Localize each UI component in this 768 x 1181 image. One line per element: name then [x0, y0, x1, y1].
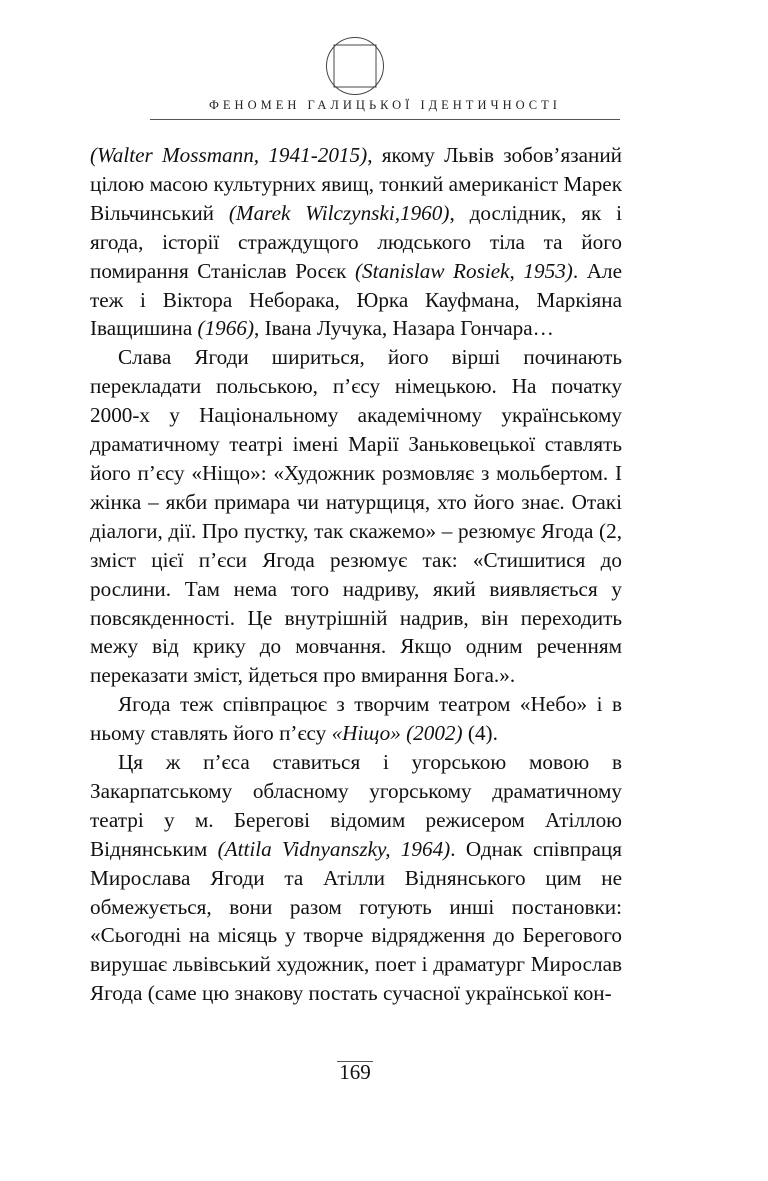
text-run: Ягода теж співпрацює з творчим театром «Небо» і в ньому ставлять його п’єсу	[90, 692, 622, 746]
page-number: 169	[339, 1060, 371, 1084]
italic-reference: (Attila Vidnyanszky, 1964)	[217, 836, 451, 861]
text-run: Слава Ягоди шириться, його вірші починають перекладати польською, п’єсу німецькою. На початку 2000-х у Національному академічному українському драматичному театрі імені Марії Заньковецької ставлять його п’єсу «Ніщо»: «Художник розмовляє з мольбертом. І жінка – якби примара чи натурщиця, хто його знає. Отакі діалоги, дії. Про пустку, так скажемо» – резюмує Ягода (2, зміст цієї п’єси Ягода резюмує так: «Стишитися до рослини. Там нема того надриву, який виявляється у повсякденності. Це внутрішній надрив, він переходить межу від крику до мовчання. Якщо одним реченням переказати зміст, йдеться про вмирання Бога.».	[90, 345, 622, 688]
paragraph	[90, 343, 622, 690]
paragraph	[90, 748, 622, 1008]
italic-reference: (Stanislaw Rosiek, 1953)	[355, 258, 573, 283]
text-run: , Івана Лучука, Назара Гончара…	[254, 316, 554, 341]
header-rule	[150, 119, 620, 120]
circle-square-emblem-icon	[325, 36, 385, 96]
running-header: ФЕНОМЕН ГАЛИЦЬКОЇ ІДЕНТИЧНОСТІ	[209, 98, 561, 112]
text-run: . Але теж і Віктора Неборака, Юрка Кауфмана, Маркіяна Іващишина	[90, 258, 623, 341]
italic-reference: (Marek Wilczynski,1960)	[228, 200, 450, 225]
text-run: , дослідник, як і ягода, історії страждущого людського тіла та його помирання Станіслав Росєк	[90, 200, 622, 283]
paragraph	[90, 690, 622, 748]
italic-reference: (1966)	[197, 316, 255, 341]
body-text	[90, 141, 622, 1008]
text-run: (4).	[462, 721, 498, 746]
text-run: Ця ж п’єса ставиться і угорською мовою в Закарпатському обласному угорському драматичному театрі у м. Берегові відомим режисером Атіллою Віднянським	[90, 750, 622, 861]
italic-reference: «Ніщо» (2002)	[331, 721, 463, 746]
italic-reference: (Walter Mossmann, 1941-2015)	[90, 143, 368, 167]
text-run: . Однак співпраця Мирослава Ягоди та Атілли Віднянського цим не обмежується, вони разом готують инші постановки: «Сьогодні на місяць у творче відрядження до Берегового вирушає львівський художник, поет і драматург Мирослав Ягода (саме цю знакову постать сучасної української кон-	[90, 836, 622, 1006]
paragraph	[90, 141, 622, 343]
text-run: , якому Львів зобов’язаний цілою масою культурних явищ, тонкий американіст Марек Вільчинський	[90, 143, 623, 225]
